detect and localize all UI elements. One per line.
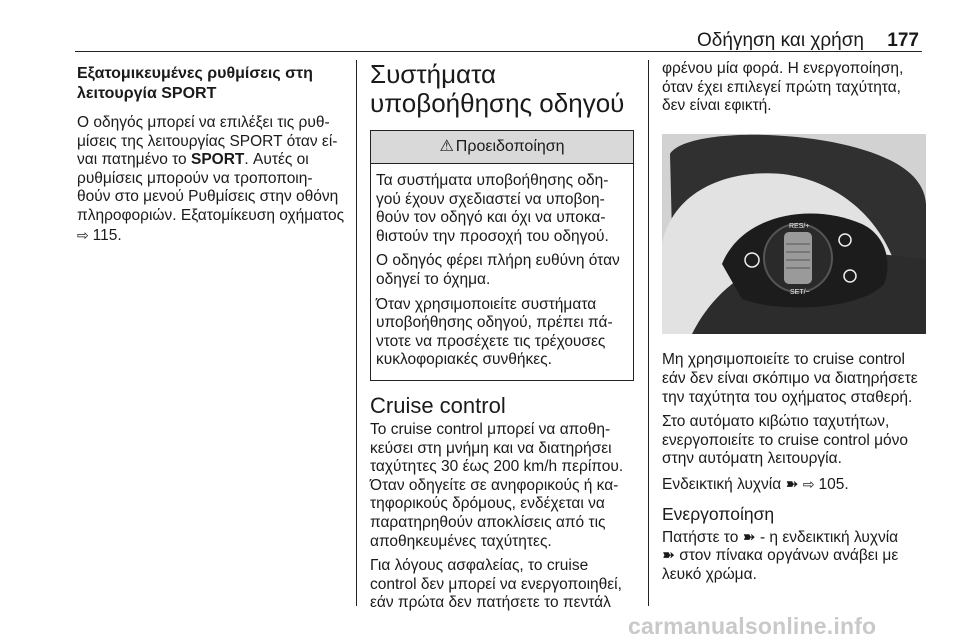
activation-heading: Ενεργοποίηση (662, 503, 775, 524)
cruise-control-icon: ➽ (785, 475, 799, 493)
ref-arrow-icon: ⇨ (802, 475, 819, 492)
body-paragraph: Μη χρησιμοποιείτε το cruise control εάν δεν είναι σκόπιμο να διατηρήσετε την ταχύτητα του οχήματος σταθερή. (662, 351, 918, 406)
ref-arrow-icon: ⇨ (77, 226, 93, 243)
section-title: Συστήματα υποβοήθησης οδηγού (370, 59, 625, 118)
warning-box (370, 130, 634, 381)
sport-settings-paragraph: Ο οδηγός μπορεί να επιλέξει τις ρυθ‐μίσεις της λειτουργίας SPORT όταν εί‐ναι πατημένο το SPORT. Αυτές οι ρυθμίσεις μπορούν να τροποποιη‐θούν στο μενού Ρυθμίσεις στην οθόνη πληροφοριών. Εξατομίκευση οχήματος ⇨ 115. (77, 114, 345, 244)
body-paragraph: φρένου μία φορά. Η ενεργοποίηση, όταν έχει επιλεγεί πρώτη ταχύτητα, δεν είναι εφικτή. (662, 60, 904, 115)
warning-header (371, 131, 633, 164)
warning-label: Προειδοποίηση (455, 137, 565, 155)
watermark: carmanualsonline.info (628, 613, 877, 639)
warning-paragraph: Ο οδηγός φέρει πλήρη ευθύνη όταν οδηγεί το όχημα. (376, 252, 620, 288)
header-rule (75, 51, 922, 52)
running-title: Οδήγηση και χρήση (697, 30, 864, 51)
sport-button-label: SPORT (191, 151, 245, 169)
column-divider-2 (648, 60, 649, 606)
steering-wheel-photo (662, 134, 926, 334)
indicator-paragraph: Ενδεικτική λυχνία ➽ ⇨ 105. (662, 475, 849, 493)
warning-paragraph: Τα συστήματα υποβοήθησης οδη‐γού έχουν σχεδιαστεί να υποβοη‐θούν τον οδηγό και όχι να υποκα‐θιστούν την προσοχή του οδηγού. (376, 172, 609, 245)
column-2 (370, 60, 634, 619)
page-header (0, 30, 960, 52)
warning-triangle-icon: ⚠ (439, 137, 454, 155)
thumbwheel-icon (784, 232, 812, 284)
cruise-control-heading: Cruise control (370, 392, 506, 418)
svg-text:RES/+: RES/+ (789, 222, 810, 230)
body-paragraph: Στο αυτόματο κιβώτιο ταχυτήτων, ενεργοποιείτε το cruise control μόνο στην αυτόματη λειτουργία. (662, 413, 909, 468)
column-1 (77, 64, 345, 251)
page-reference[interactable]: 115. (92, 226, 122, 244)
sport-settings-heading: Εξατομικευμένες ρυθμίσεις στη λειτουργία SPORT (77, 65, 313, 102)
column-divider-1 (356, 60, 357, 606)
activation-paragraph: Πατήστε το ➽ - η ενδεικτική λυχνία ➽ στον πίνακα οργάνων ανάβει με λευκό χρώμα. (662, 528, 899, 583)
svg-text:SET/−: SET/− (790, 288, 810, 296)
body-paragraph: Για λόγους ασφαλείας, το cruise control δεν μπορεί να ενεργοποιηθεί, εάν πρώτα δεν πατήσετε το πεντάλ (370, 557, 622, 612)
warning-paragraph: Όταν χρησιμοποιείτε συστήματα υποβοήθησης οδηγού, πρέπει πά‐ντοτε να προσέχετε τις τρέχουσες κυκλοφοριακές συνθήκες. (376, 295, 613, 369)
page-number: 177 (887, 30, 919, 51)
page-reference[interactable]: 105. (818, 475, 849, 493)
cruise-control-icon: ➽ (742, 528, 756, 546)
warning-body (371, 164, 633, 380)
body-paragraph: Το cruise control μπορεί να αποθη‐κεύσει στη μνήμη και να διατηρήσει ταχύτητες 30 έως 200 km/h περίπου. Όταν οδηγείτε σε ανηφορικούς ή κα‐τηφορικούς δρόμους, ενδέχεται να παρατηρηθούν αποκλίσεις από τις αποθηκευμένες ταχύτητες. (370, 420, 624, 550)
cruise-control-icon: ➽ (662, 547, 675, 565)
column-3 (662, 60, 926, 590)
